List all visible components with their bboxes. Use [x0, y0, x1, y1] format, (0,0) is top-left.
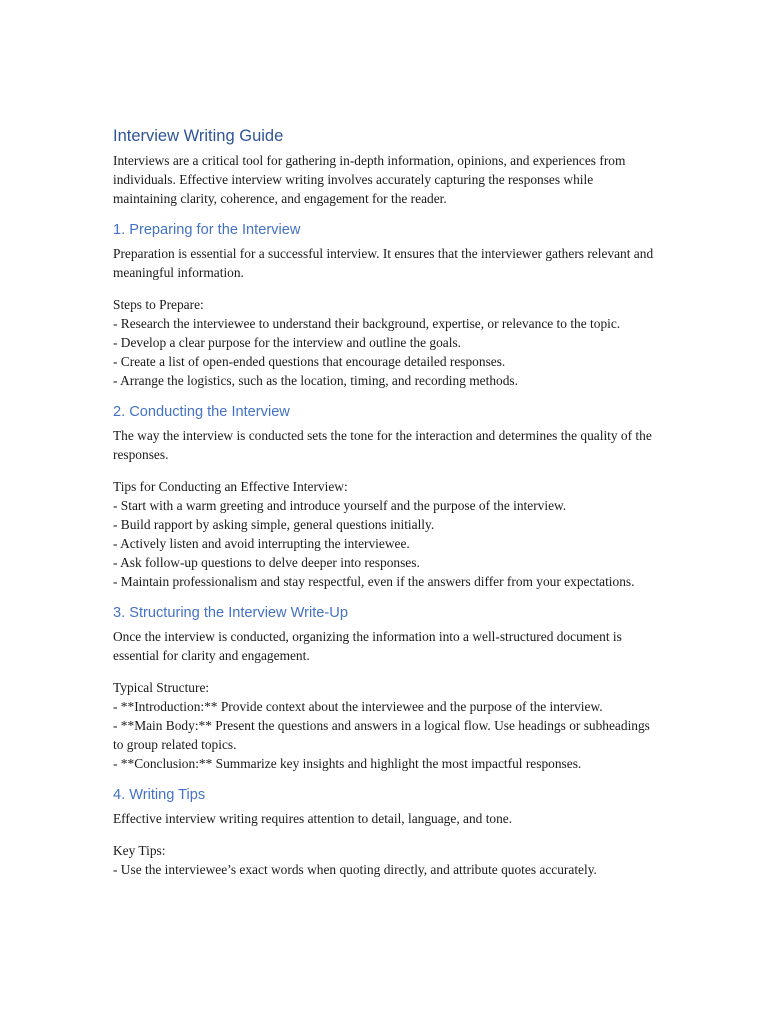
- list-title: Tips for Conducting an Effective Interview:: [113, 479, 348, 494]
- list-item: - Use the interviewee’s exact words when quoting directly, and attribute quotes accurately.: [113, 862, 597, 877]
- list-item: - Develop a clear purpose for the interview and outline the goals.: [113, 335, 462, 350]
- list-item: - Research the interviewee to understand their background, expertise, or relevance to the topic.: [113, 316, 621, 331]
- section-paragraph: Preparation is essential for a successful interview. It ensures that the interviewer gathers relevant and meaningful information.: [113, 246, 654, 280]
- list-item: - **Introduction:** Provide context about the interviewee and the purpose of the interview.: [113, 699, 603, 714]
- paragraph-gap: [113, 828, 658, 841]
- list-title: Typical Structure:: [113, 680, 210, 695]
- paragraph-gap: [113, 665, 658, 678]
- section-paragraph: Once the interview is conducted, organizing the information into a well-structured document is essential for clarity and engagement.: [113, 629, 622, 663]
- list-item: - **Main Body:** Present the questions and answers in a logical flow. Use headings or subheadings to group related topics.: [113, 718, 650, 752]
- list-item: - Create a list of open-ended questions that encourage detailed responses.: [113, 354, 506, 369]
- paragraph-gap: [113, 282, 658, 295]
- section-heading-preparing: 1. Preparing for the Interview: [113, 222, 301, 238]
- document-title: Interview Writing Guide: [113, 127, 284, 145]
- intro-paragraph: Interviews are a critical tool for gathering in-depth information, opinions, and experiences from individuals. Effective interview writing involves accurately capturing the responses while maintaining clarity, coherence, and engagement for the reader.: [113, 153, 626, 206]
- list-title: Steps to Prepare:: [113, 297, 204, 312]
- list-item: - Maintain professionalism and stay respectful, even if the answers differ from your expectations.: [113, 574, 635, 589]
- section-heading-structuring: 3. Structuring the Interview Write-Up: [113, 605, 348, 621]
- list-title: Key Tips:: [113, 843, 166, 858]
- list-item: - Ask follow-up questions to delve deeper into responses.: [113, 555, 420, 570]
- list-item: - Start with a warm greeting and introduce yourself and the purpose of the interview.: [113, 498, 567, 513]
- list-item: - Build rapport by asking simple, general questions initially.: [113, 517, 435, 532]
- section-paragraph: Effective interview writing requires attention to detail, language, and tone.: [113, 811, 513, 826]
- section-heading-conducting: 2. Conducting the Interview: [113, 404, 290, 420]
- document-page: [113, 125, 658, 879]
- section-heading-writing-tips: 4. Writing Tips: [113, 787, 206, 803]
- list-item: - Arrange the logistics, such as the location, timing, and recording methods.: [113, 373, 518, 388]
- paragraph-gap: [113, 464, 658, 477]
- list-item: - Actively listen and avoid interrupting the interviewee.: [113, 536, 410, 551]
- section-paragraph: The way the interview is conducted sets the tone for the interaction and determines the quality of the responses.: [113, 428, 652, 462]
- list-item: - **Conclusion:** Summarize key insights and highlight the most impactful responses.: [113, 756, 582, 771]
